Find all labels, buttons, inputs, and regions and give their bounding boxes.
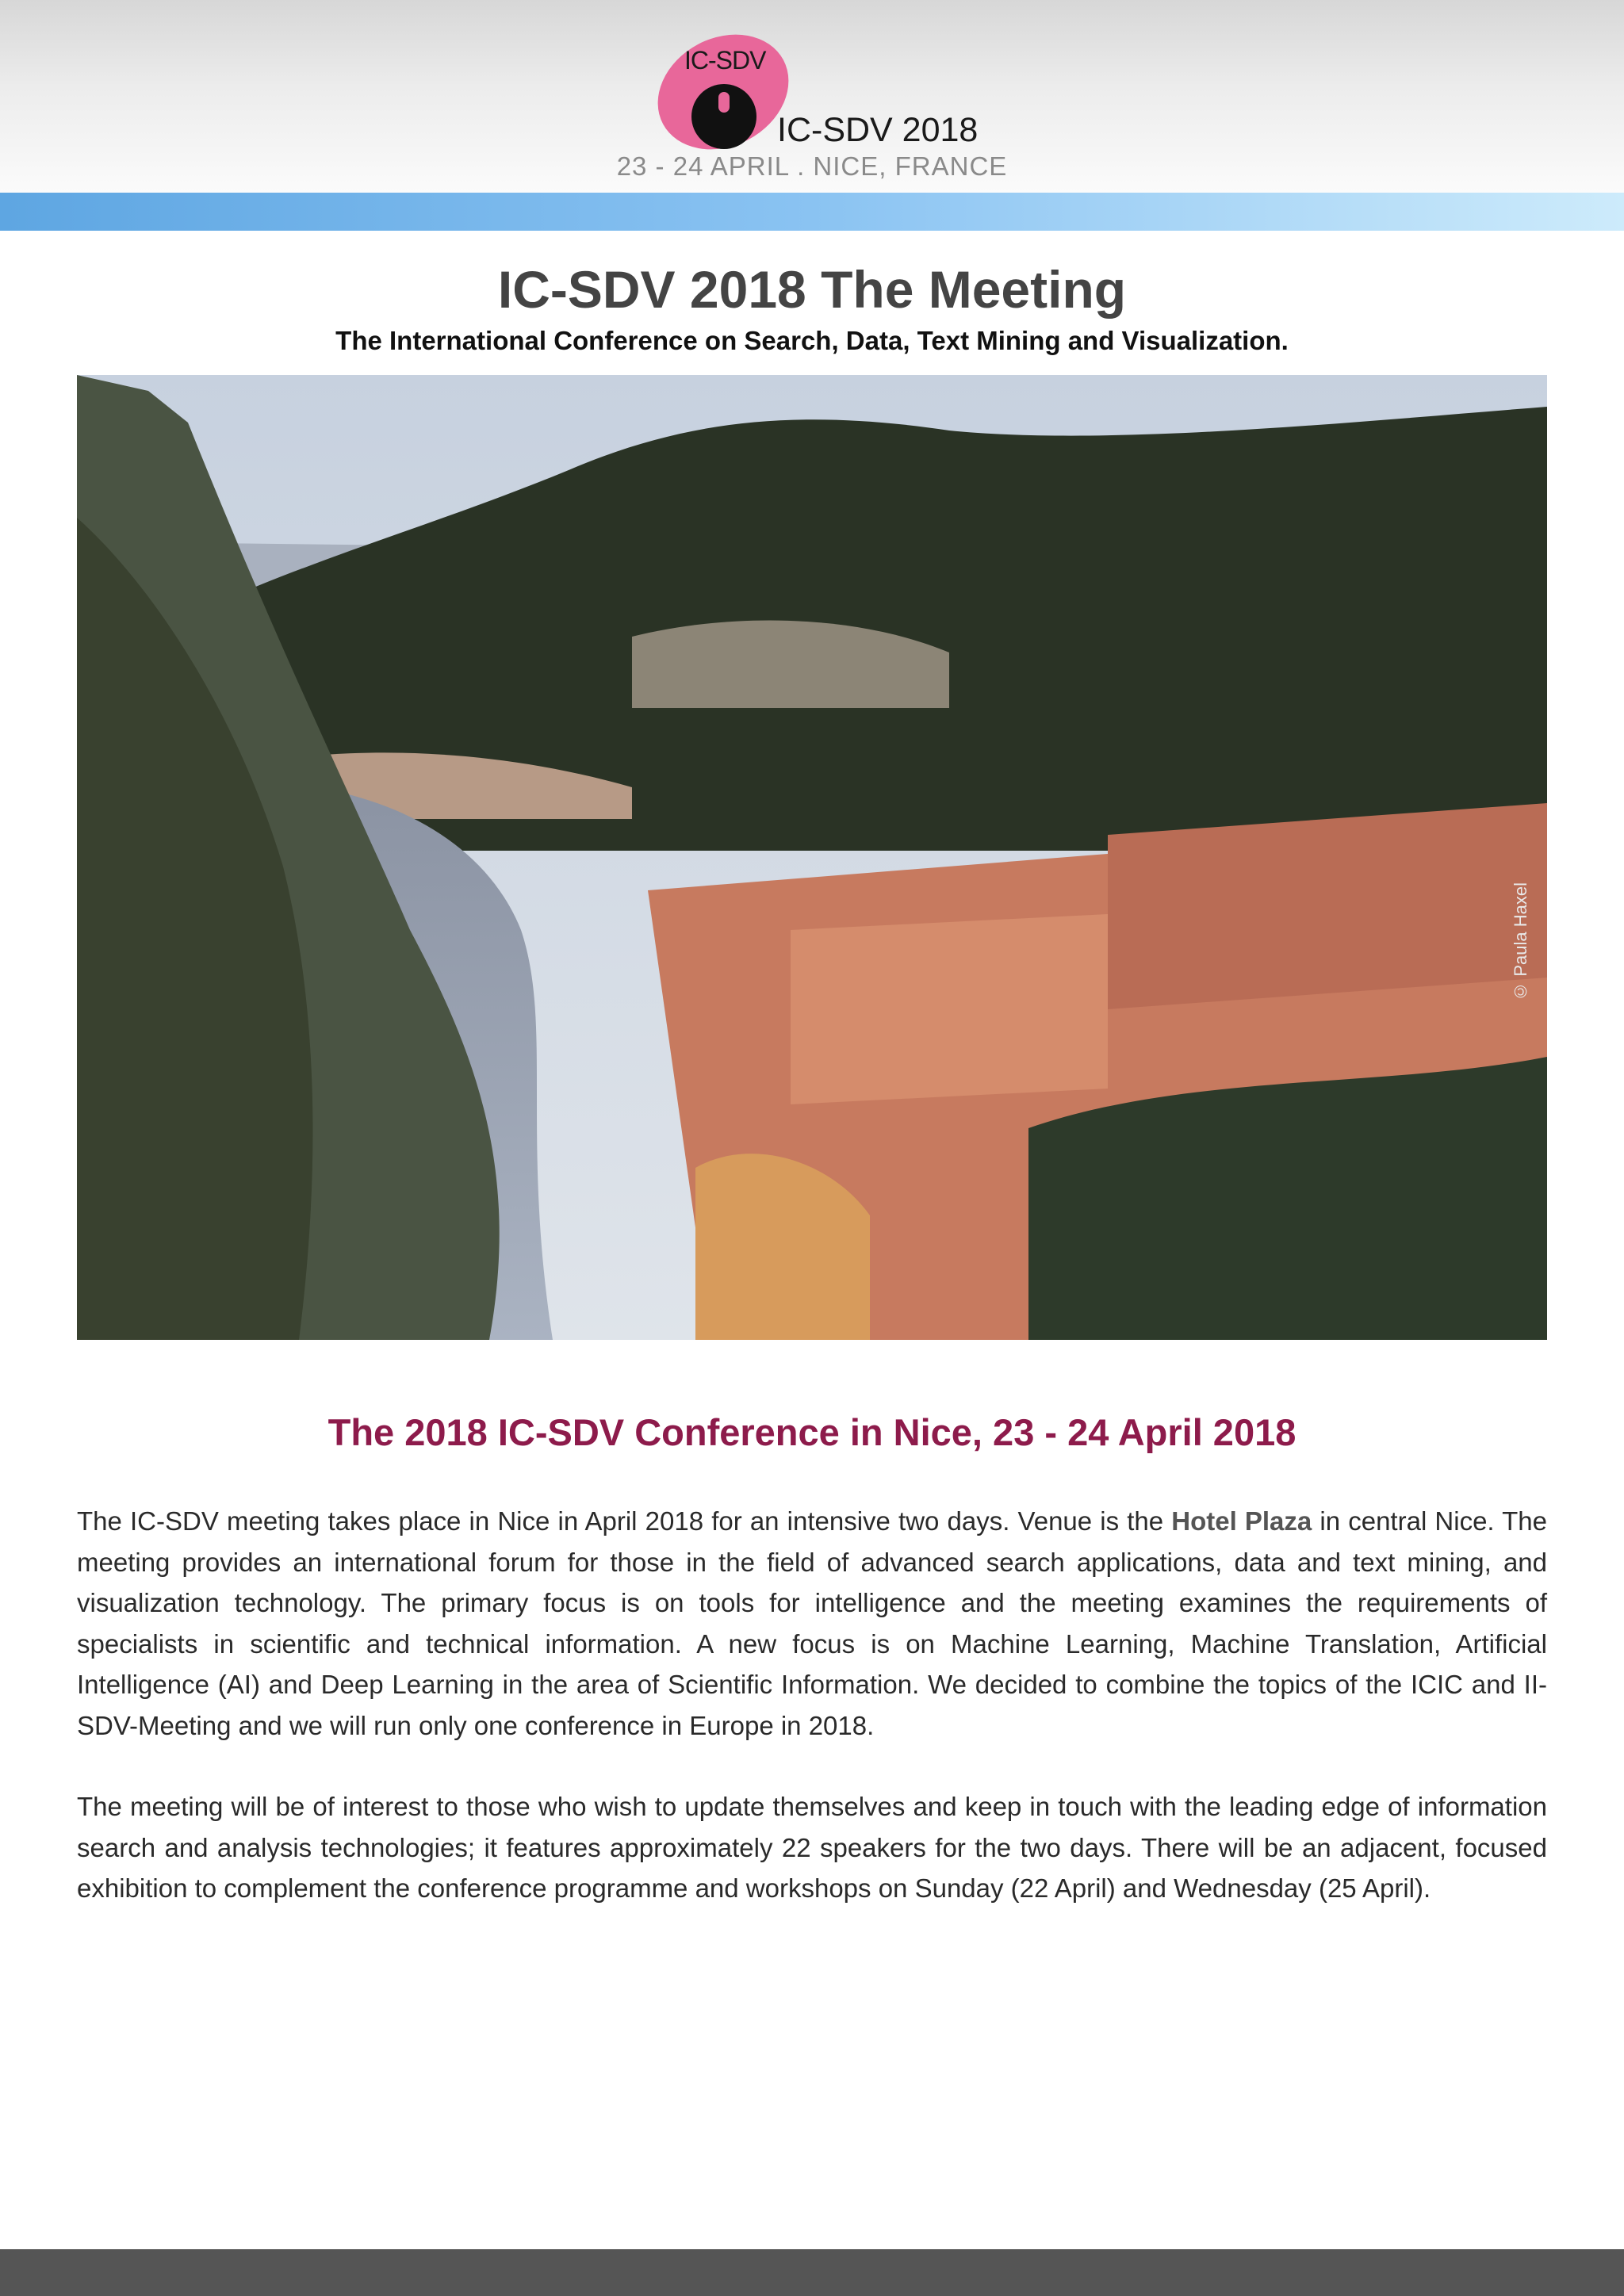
header [0, 0, 1624, 193]
intro-text-end: in central Nice. The meeting provides an international forum for those in the field of advanced search applications, data and text mining, and visualization technology. The primary focus is on tools for intelligence and the meeting examines the requirements of specialists in scientific and technical information. A new focus is on Machine Learning, Machine Translation, Artificial Intelligence (AI) and Deep Learning in the area of Scientific Information. We decided to combine the topics of the ICIC and II-SDV-Meeting and we will run only one conference in Europe in 2018. [77, 1506, 1547, 1740]
section-heading: The 2018 IC-SDV Conference in Nice, 23 - 24 April 2018 [327, 1411, 1297, 1453]
header-stripe [0, 193, 1624, 231]
logo-small-text: IC-SDV [684, 46, 766, 75]
intro-text-start: The IC-SDV meeting takes place in Nice in April 2018 for an intensive two days. Venue is the [77, 1506, 1172, 1536]
venue-name: Hotel Plaza [1171, 1506, 1312, 1536]
nice-coast-photo [77, 375, 1547, 1340]
logo-keyhole-mark [718, 92, 730, 113]
logo-main-text: IC-SDV 2018 [777, 111, 979, 149]
photo-credit: © Paula Haxel [1511, 882, 1530, 1001]
intro-paragraph [77, 1501, 1547, 1746]
page-subtitle: The International Conference on Search, Data, Text Mining and Visualization. [335, 326, 1289, 355]
event-date-location: 23 - 24 APRIL . NICE, FRANCE [616, 151, 1008, 181]
audience-paragraph: The meeting will be of interest to those who wish to update themselves and keep in touch with the leading edge of information search and analysis technologies; it features approximately 22 speakers for the two days. There will be an adjacent, focused exhibition to complement the conference programme and workshops on Sunday (22 April) and Wednesday (25 April). [77, 1792, 1547, 1903]
photo-illustration [77, 375, 1547, 1340]
footer-bar [0, 2249, 1624, 2296]
page-title: IC-SDV 2018 The Meeting [497, 260, 1127, 319]
